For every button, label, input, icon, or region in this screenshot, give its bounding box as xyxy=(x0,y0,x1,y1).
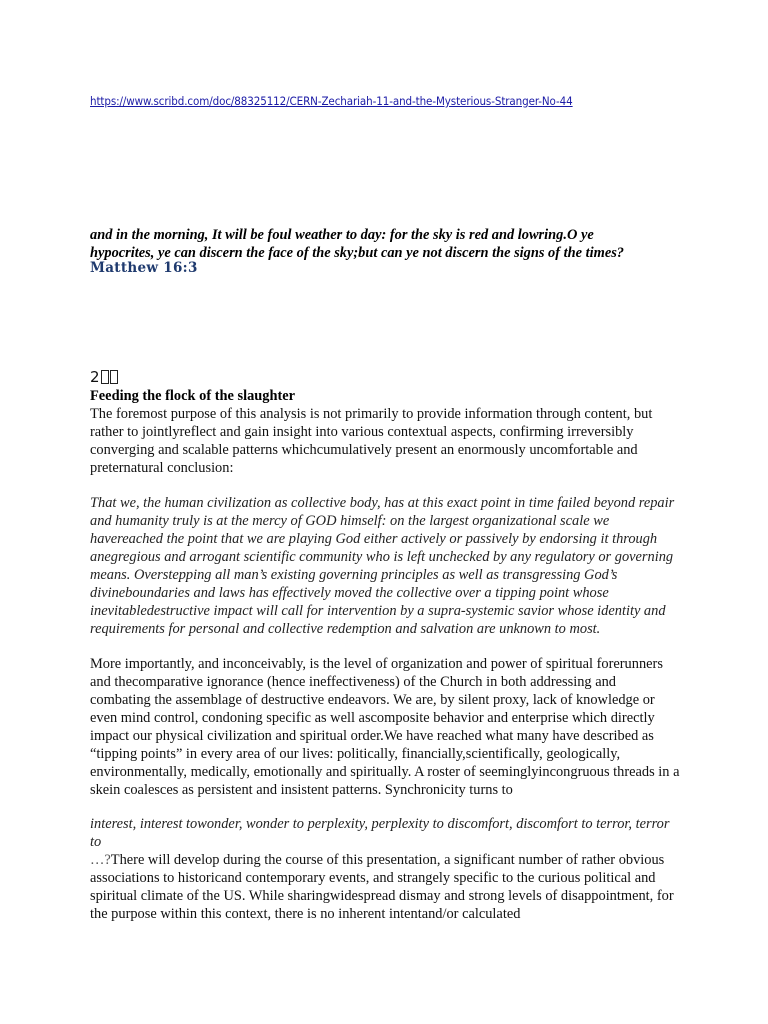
ellipsis-lead: …? xyxy=(90,852,111,868)
paragraph-importance: More importantly, and inconceivably, is the level of organization and power of spiritual forerunners and thecomparative ignorance (hence ineffectiveness) of the Church in both addressing and combating the assemblage of destructive endeavors. We are, by silent proxy, lack of knowledge or even mind control, condoning specific as well ascomposite behavior and enterprise which directly impact our physical civilization and spiritual order.We have reached what many have described as “tipping points” in every area of our lives: politically, financially,scientifically, geologically, environmentally, medically, emotionally and spiritually. A roster of seeminglyincongruous threads in a skein coalesces as persistent and insistent patterns. Synchronicity turns to xyxy=(90,656,680,798)
section-heading: Feeding the flock of the slaughter xyxy=(90,388,296,404)
section-number-text: 2 xyxy=(90,368,100,386)
source-link[interactable]: https://www.scribd.com/doc/88325112/CERN-Zechariah-11-and-the-Mysterious-Stranger-No-44 xyxy=(90,94,573,108)
section-number xyxy=(90,368,118,386)
paragraph-italic-thesis: That we, the human civilization as collective body, has at this exact point in time failed beyond repair and humanity truly is at the mercy of GOD himself: on the largest organizational scale we havereached the point that we are playing God either actively or passively by endorsing it through anegregious and arrogant scientific community who is left unchecked by any regulatory or governing means. Overstepping all man’s existing governing principles as well as transgressing God’s divineboundaries and laws has effectively moved the collective over a tipping point whose inevitabledestructive impact will call for intervention by a supra-systemic savior whose identity and requirements for personal and collective redemption and salvation are unknown to most. xyxy=(90,495,675,637)
paragraph-presentation-text: There will develop during the course of this presentation, a significant number of rather obvious associations to historicand contemporary events, and strangely specific to the curious political and spiritual climate of the US. While sharingwidespread dismay and strong levels of disappointment, for the purpose within this context, there is no inherent intentand/or calculated xyxy=(90,852,674,922)
paragraph-presentation xyxy=(90,851,680,923)
paragraph-italic-progression: interest, interest towonder, wonder to perplexity, perplexity to discomfort, discomfort to terror, terror to xyxy=(90,816,670,850)
paragraph-purpose: The foremost purpose of this analysis is not primarily to provide information through content, but rather to jointlyreflect and gain insight into various contextual aspects, confirming irreversibly converging and scalable patterns whichcumulatively present an enormously uncomfortable and preternatural conclusion: xyxy=(90,406,653,476)
scripture-quote: and in the morning, It will be foul weather to day: for the sky is red and lowring.O ye hypocrites, ye can discern the face of the sky;but can ye not discern the signs of the times? xyxy=(90,227,625,261)
scripture-citation: Matthew 16:3 xyxy=(90,260,198,276)
missing-glyph-icon xyxy=(110,370,118,384)
missing-glyph-icon xyxy=(101,370,109,384)
